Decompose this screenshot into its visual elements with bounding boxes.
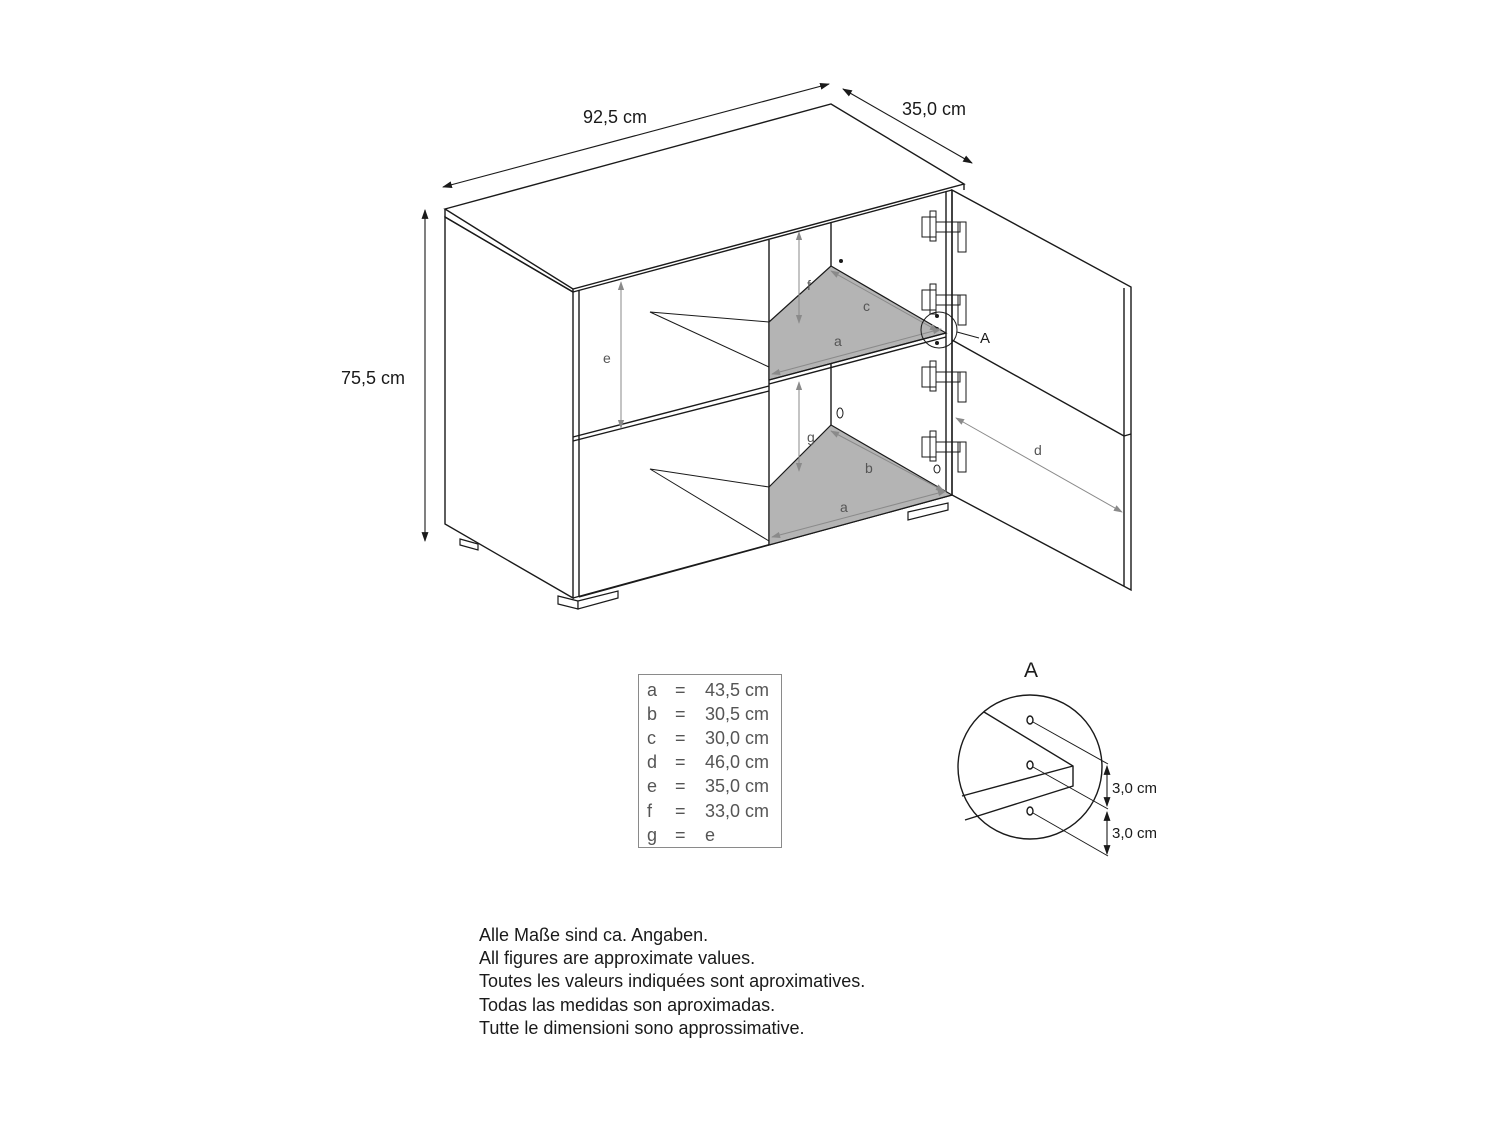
legend-equals: = [675,752,686,773]
cabinet-body [445,104,964,609]
note-french: Toutes les valeurs indiquées sont aproximatives. [479,971,866,992]
detail-pin-hole [1027,761,1033,769]
note-german: Alle Maße sind ca. Angaben. [479,925,709,945]
legend-equals: = [675,776,686,797]
cabinet-foot [460,539,478,550]
legend-value: 46,0 cm [705,752,770,773]
detail-shelf-edge [965,712,1073,820]
width-dimension-line [443,84,829,187]
detail-pin-hole [1027,716,1033,724]
letter-c: c [863,298,870,314]
right-upper-shelf [769,266,946,380]
letter-a-upper: a [834,333,842,349]
letter-e: e [603,350,611,366]
letter-g: g [807,429,815,445]
legend-equals: = [675,703,686,724]
legend-value: 30,5 cm [705,703,770,724]
legend-key: e [647,776,658,797]
letter-d: d [1034,442,1042,458]
legend-equals: = [675,727,686,748]
detail-spacing-bottom-label: 3,0 cm [1112,825,1158,842]
approximate-values-notes [479,924,865,1040]
legend-value: 43,5 cm [705,679,770,700]
legend-row [647,775,781,799]
note-italian: Tutte le dimensioni sono approssimative. [479,1017,805,1038]
legend-key: b [647,703,658,724]
hinge [922,361,966,402]
right-lower-shelf [769,425,952,545]
legend-row [647,823,781,847]
dimension-legend [638,674,782,848]
legend-key: g [647,824,658,845]
legend-row [647,726,781,750]
detail-pin-hole [1027,807,1033,815]
detail-a-callout-label: A [980,330,991,347]
height-label: 75,5 cm [341,368,406,388]
letter-a-lower: a [840,499,848,515]
detail-a-title: A [1024,659,1039,682]
left-upper-shelf [650,312,769,367]
hinge-hole [837,408,843,418]
width-label: 92,5 cm [583,107,648,127]
legend-key: a [647,679,658,700]
hinge [922,431,966,472]
legend-equals: = [675,800,686,821]
legend-equals: = [675,824,686,845]
detail-a [958,659,1157,856]
legend-equals: = [675,679,686,700]
cabinet-top [445,104,964,289]
depth-label: 35,0 cm [902,99,967,119]
legend-row [647,751,781,775]
open-door [952,190,1131,590]
hinge [922,211,966,252]
hinge [922,284,966,325]
detail-spacing-top-label: 3,0 cm [1112,780,1158,797]
legend-key: d [647,752,658,773]
legend-row [647,702,781,726]
legend-value: 33,0 cm [705,800,770,821]
legend-value: 35,0 cm [705,776,770,797]
legend-row [647,678,781,702]
legend-value: e [705,824,716,845]
note-spanish: Todas las medidas son aproximadas. [479,994,776,1015]
legend-value: 30,0 cm [705,727,770,748]
left-lower-shelf [650,469,769,541]
door-split-line [952,340,1124,436]
letter-b: b [865,460,873,476]
note-english: All figures are approximate values. [479,948,756,969]
letter-f: f [807,277,811,293]
dimension-d-line [956,418,1122,512]
legend-key: f [647,800,653,821]
legend-row [647,799,781,823]
legend-key: c [647,727,656,748]
